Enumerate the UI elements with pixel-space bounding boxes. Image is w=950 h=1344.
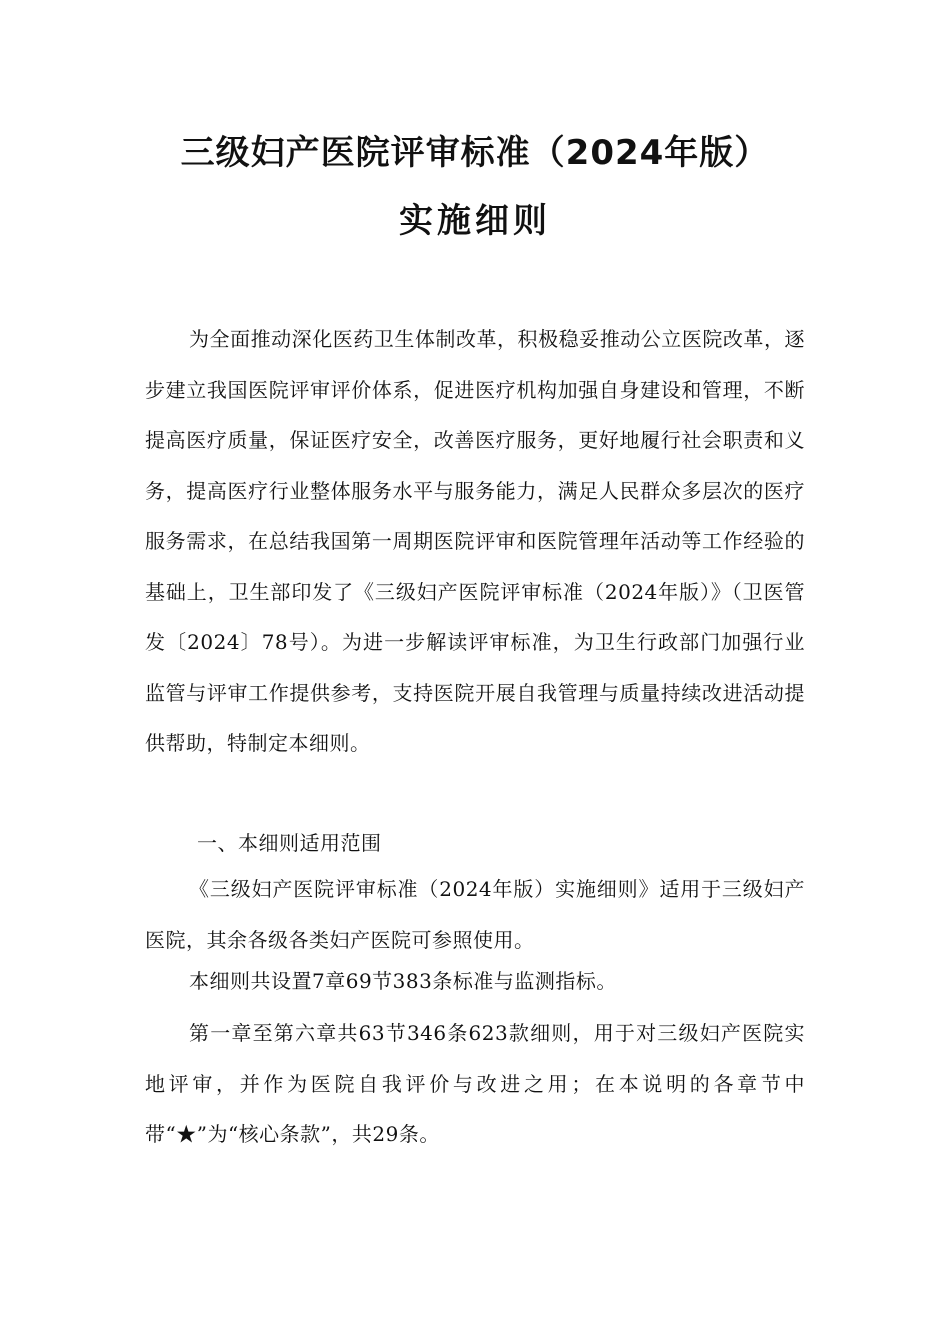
scope-paragraph bbox=[145, 864, 805, 965]
counts-paragraph bbox=[145, 956, 805, 1007]
intro-paragraph bbox=[145, 314, 805, 769]
section-heading bbox=[145, 818, 857, 869]
section-heading-text: 一、本细则适用范围 bbox=[197, 831, 382, 855]
intro-text: 为全面推动深化医药卫生体制改革，积极稳妥推动公立医院改革，逐步建立我国医院评审评价体系，促进医疗机构加强自身建设和管理，不断提高医疗质量，保证医疗安全，改善医疗服务，更好地履行社会职责和义务，提高医疗行业整体服务水平与服务能力，满足人民群众多层次的医疗服务需求，在总结我国第一周期医院评审和医院管理年活动等工作经验的基础上，卫生部印发了《三级妇产医院评审标准（2024年版）》（卫医管发〔2024〕78号）。为进一步解读评审标准，为卫生行政部门加强行业监管与评审工作提供参考，支持医院开展自我管理与质量持续改进活动提供帮助，特制定本细则。 bbox=[145, 327, 805, 755]
counts-text: 本细则共设置7章69节383条标准与监测指标。 bbox=[189, 969, 617, 993]
chapters-text: 第一章至第六章共63节346条623款细则，用于对三级妇产医院实地评审，并作为医院自我评价与改进之用；在本说明的各章节中带“★”为“核心条款”，共29条。 bbox=[145, 1021, 805, 1146]
document-title: 三级妇产医院评审标准（2024年版） bbox=[180, 133, 770, 173]
chapters-paragraph bbox=[145, 1008, 805, 1160]
scope-text: 《三级妇产医院评审标准（2024年版）实施细则》适用于三级妇产医院，其余各级各类妇产医院可参照使用。 bbox=[145, 877, 805, 952]
document-subtitle: 实施细则 bbox=[399, 201, 551, 241]
